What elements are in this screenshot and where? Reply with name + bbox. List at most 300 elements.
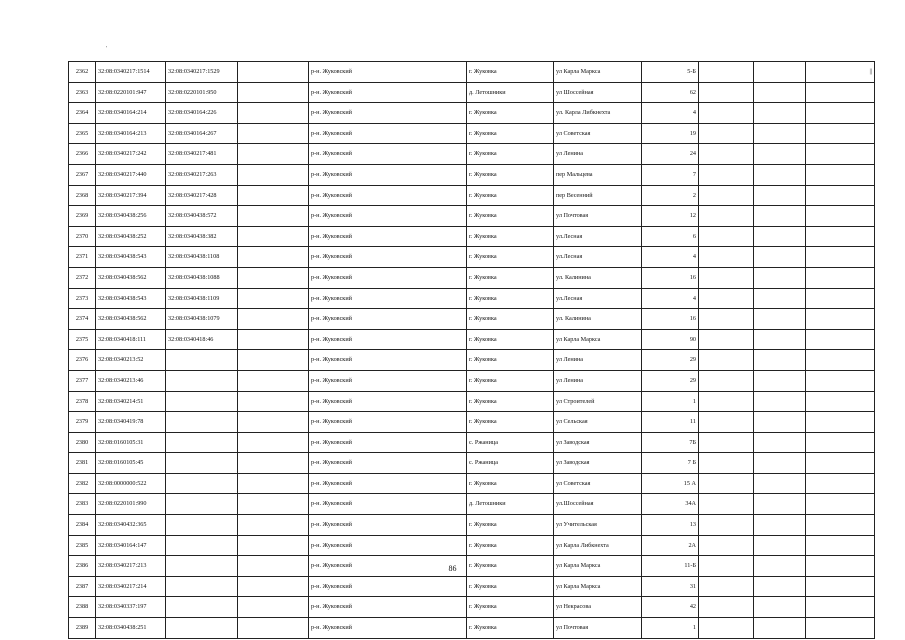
note-cell — [806, 535, 875, 556]
settlement-cell: г. Жуковка — [467, 288, 554, 309]
settlement-cell: г. Жуковка — [467, 206, 554, 227]
linked-cadastral-number-cell — [166, 494, 238, 515]
note-cell — [806, 597, 875, 618]
district-cell: р-н. Жуковский — [309, 535, 467, 556]
linked-cadastral-number-cell — [166, 597, 238, 618]
table-row — [69, 288, 875, 309]
row-number-cell: 2378 — [69, 391, 96, 412]
district-cell: р-н. Жуковский — [309, 432, 467, 453]
cadastral-number-cell: 32:08:0340438:562 — [96, 267, 166, 288]
cadastral-number-cell: 32:08:0340217:214 — [96, 576, 166, 597]
empty-cell — [238, 185, 309, 206]
empty-cell — [699, 494, 754, 515]
settlement-cell: г. Жуковка — [467, 309, 554, 330]
empty-cell — [238, 515, 309, 536]
settlement-cell: с. Ржаница — [467, 432, 554, 453]
table-row — [69, 144, 875, 165]
district-cell: р-н. Жуковский — [309, 370, 467, 391]
street-cell: ул Шоссейная — [554, 82, 642, 103]
settlement-cell: д. Летошники — [467, 82, 554, 103]
settlement-cell: г. Жуковка — [467, 62, 554, 83]
district-cell: р-н. Жуковский — [309, 123, 467, 144]
linked-cadastral-number-cell — [166, 515, 238, 536]
empty-cell — [238, 432, 309, 453]
linked-cadastral-number-cell — [166, 370, 238, 391]
street-cell: пер Весенний — [554, 185, 642, 206]
note-cell — [806, 515, 875, 536]
note-cell — [806, 576, 875, 597]
linked-cadastral-number-cell — [166, 473, 238, 494]
district-cell: р-н. Жуковский — [309, 618, 467, 639]
house-number-cell: 2 — [642, 185, 699, 206]
house-number-cell: 11 — [642, 412, 699, 433]
table-row — [69, 123, 875, 144]
table-row — [69, 247, 875, 268]
house-number-cell: 24 — [642, 144, 699, 165]
table-row — [69, 453, 875, 474]
linked-cadastral-number-cell: 32:08:0340438:1109 — [166, 288, 238, 309]
empty-cell — [699, 123, 754, 144]
table-row — [69, 432, 875, 453]
street-cell: ул Карла Маркса — [554, 62, 642, 83]
table-row — [69, 370, 875, 391]
cadastral-number-cell: 32:08:0160105:31 — [96, 432, 166, 453]
row-number-cell: 2389 — [69, 618, 96, 639]
cadastral-number-cell: 32:08:0220101:947 — [96, 82, 166, 103]
settlement-cell: г. Жуковка — [467, 103, 554, 124]
note-cell — [806, 247, 875, 268]
house-number-cell: 7 — [642, 164, 699, 185]
linked-cadastral-number-cell — [166, 618, 238, 639]
settlement-cell: г. Жуковка — [467, 535, 554, 556]
note-cell — [806, 329, 875, 350]
row-number-cell: 2364 — [69, 103, 96, 124]
empty-cell — [699, 618, 754, 639]
cadastral-number-cell: 32:08:0340438:256 — [96, 206, 166, 227]
empty-cell — [238, 309, 309, 330]
row-number-cell: 2386 — [69, 556, 96, 577]
row-number-cell: 2375 — [69, 329, 96, 350]
empty-cell — [238, 370, 309, 391]
empty-cell — [238, 206, 309, 227]
linked-cadastral-number-cell — [166, 535, 238, 556]
row-number-cell: 2376 — [69, 350, 96, 371]
street-cell: ул.Лесная — [554, 288, 642, 309]
street-cell: ул Строителей — [554, 391, 642, 412]
table-row — [69, 391, 875, 412]
cadastral-number-cell: 32:08:0340217:213 — [96, 556, 166, 577]
settlement-cell: г. Жуковка — [467, 144, 554, 165]
note-cell — [806, 391, 875, 412]
row-number-cell: 2363 — [69, 82, 96, 103]
row-number-cell: 2372 — [69, 267, 96, 288]
empty-cell — [699, 62, 754, 83]
settlement-cell: г. Жуковка — [467, 412, 554, 433]
empty-cell — [699, 515, 754, 536]
empty-cell — [238, 62, 309, 83]
cadastral-number-cell: 32:08:0340432:365 — [96, 515, 166, 536]
note-cell — [806, 82, 875, 103]
street-cell: ул Сельская — [554, 412, 642, 433]
empty-cell — [699, 473, 754, 494]
linked-cadastral-number-cell: 32:08:0340217:428 — [166, 185, 238, 206]
empty-cell — [238, 412, 309, 433]
house-number-cell: 34А — [642, 494, 699, 515]
district-cell: р-н. Жуковский — [309, 144, 467, 165]
house-number-cell: 13 — [642, 515, 699, 536]
row-number-cell: 2370 — [69, 226, 96, 247]
street-cell: ул Почтовая — [554, 618, 642, 639]
row-number-cell: 2362 — [69, 62, 96, 83]
linked-cadastral-number-cell: 32:08:0340438:1079 — [166, 309, 238, 330]
table-body — [69, 62, 875, 639]
house-number-cell: 90 — [642, 329, 699, 350]
empty-cell — [699, 432, 754, 453]
street-cell: ул. Калинина — [554, 267, 642, 288]
cadastral-number-cell: 32:08:0340213:52 — [96, 350, 166, 371]
note-cell — [806, 432, 875, 453]
empty-cell — [754, 185, 806, 206]
table-row — [69, 576, 875, 597]
row-number-cell: 2382 — [69, 473, 96, 494]
empty-cell — [238, 618, 309, 639]
empty-cell — [238, 82, 309, 103]
table-row — [69, 226, 875, 247]
row-number-cell: 2371 — [69, 247, 96, 268]
row-number-cell: 2388 — [69, 597, 96, 618]
district-cell: р-н. Жуковский — [309, 288, 467, 309]
row-number-cell: 2380 — [69, 432, 96, 453]
district-cell: р-н. Жуковский — [309, 412, 467, 433]
table-row — [69, 62, 875, 83]
settlement-cell: д. Летошники — [467, 494, 554, 515]
street-cell: ул. Калинина — [554, 309, 642, 330]
street-cell: ул Заводская — [554, 453, 642, 474]
empty-cell — [754, 226, 806, 247]
street-cell: ул.Шоссейная — [554, 494, 642, 515]
empty-cell — [754, 267, 806, 288]
settlement-cell: г. Жуковка — [467, 515, 554, 536]
district-cell: р-н. Жуковский — [309, 515, 467, 536]
settlement-cell: г. Жуковка — [467, 473, 554, 494]
district-cell: р-н. Жуковский — [309, 226, 467, 247]
house-number-cell: 62 — [642, 82, 699, 103]
table-row — [69, 535, 875, 556]
street-cell: ул Ленина — [554, 350, 642, 371]
row-number-cell: 2373 — [69, 288, 96, 309]
district-cell: р-н. Жуковский — [309, 556, 467, 577]
district-cell: р-н. Жуковский — [309, 597, 467, 618]
note-cell — [806, 453, 875, 474]
street-cell: ул Карла Маркса — [554, 556, 642, 577]
note-cell — [806, 618, 875, 639]
row-number-cell: 2385 — [69, 535, 96, 556]
street-cell: ул.Лесная — [554, 247, 642, 268]
empty-cell — [699, 412, 754, 433]
empty-cell — [238, 597, 309, 618]
cadastral-number-cell: 32:08:0340213:46 — [96, 370, 166, 391]
empty-cell — [754, 370, 806, 391]
cadastral-number-cell: 32:08:0340337:197 — [96, 597, 166, 618]
row-number-cell: 2368 — [69, 185, 96, 206]
linked-cadastral-number-cell: 32:08:0340438:1108 — [166, 247, 238, 268]
empty-cell — [238, 164, 309, 185]
table-row — [69, 618, 875, 639]
empty-cell — [238, 329, 309, 350]
linked-cadastral-number-cell: 32:08:0220101:950 — [166, 82, 238, 103]
table-row — [69, 206, 875, 227]
row-number-cell: 2369 — [69, 206, 96, 227]
empty-cell — [754, 82, 806, 103]
settlement-cell: с. Ржаница — [467, 453, 554, 474]
empty-cell — [238, 576, 309, 597]
note-cell — [806, 103, 875, 124]
district-cell: р-н. Жуковский — [309, 267, 467, 288]
empty-cell — [699, 576, 754, 597]
empty-cell — [699, 247, 754, 268]
settlement-cell: г. Жуковка — [467, 576, 554, 597]
district-cell: р-н. Жуковский — [309, 494, 467, 515]
street-cell: ул Учительская — [554, 515, 642, 536]
note-cell — [806, 288, 875, 309]
house-number-cell: 16 — [642, 309, 699, 330]
house-number-cell: 15 А — [642, 473, 699, 494]
empty-cell — [754, 206, 806, 227]
district-cell: р-н. Жуковский — [309, 103, 467, 124]
settlement-cell: г. Жуковка — [467, 226, 554, 247]
settlement-cell: г. Жуковка — [467, 267, 554, 288]
table-row — [69, 350, 875, 371]
empty-cell — [238, 103, 309, 124]
table-row — [69, 494, 875, 515]
street-cell: ул Советская — [554, 123, 642, 144]
street-cell: ул Ленина — [554, 144, 642, 165]
empty-cell — [699, 453, 754, 474]
house-number-cell: 4 — [642, 288, 699, 309]
house-number-cell: 29 — [642, 350, 699, 371]
house-number-cell: 31 — [642, 576, 699, 597]
house-number-cell: 16 — [642, 267, 699, 288]
note-cell — [806, 473, 875, 494]
empty-cell — [754, 494, 806, 515]
settlement-cell: г. Жуковка — [467, 185, 554, 206]
linked-cadastral-number-cell — [166, 576, 238, 597]
settlement-cell: г. Жуковка — [467, 597, 554, 618]
empty-cell — [699, 103, 754, 124]
street-cell: ул Некрасова — [554, 597, 642, 618]
linked-cadastral-number-cell: 32:08:0340438:572 — [166, 206, 238, 227]
house-number-cell: 6 — [642, 226, 699, 247]
note-cell — [806, 185, 875, 206]
empty-cell — [238, 267, 309, 288]
settlement-cell: г. Жуковка — [467, 556, 554, 577]
district-cell: р-н. Жуковский — [309, 329, 467, 350]
settlement-cell: г. Жуковка — [467, 618, 554, 639]
note-cell — [806, 267, 875, 288]
linked-cadastral-number-cell: 32:08:0340418:46 — [166, 329, 238, 350]
house-number-cell: 19 — [642, 123, 699, 144]
empty-cell — [699, 144, 754, 165]
row-number-cell: 2366 — [69, 144, 96, 165]
linked-cadastral-number-cell: 32:08:0340438:382 — [166, 226, 238, 247]
cadastral-number-cell: 32:08:0340214:51 — [96, 391, 166, 412]
district-cell: р-н. Жуковский — [309, 453, 467, 474]
linked-cadastral-number-cell: 32:08:0340217:263 — [166, 164, 238, 185]
house-number-cell: 1 — [642, 618, 699, 639]
empty-cell — [238, 473, 309, 494]
empty-cell — [754, 309, 806, 330]
registry-table — [68, 61, 875, 639]
empty-cell — [699, 288, 754, 309]
empty-cell — [699, 267, 754, 288]
linked-cadastral-number-cell: 32:08:0340164:226 — [166, 103, 238, 124]
settlement-cell: г. Жуковка — [467, 329, 554, 350]
empty-cell — [754, 350, 806, 371]
cadastral-number-cell: 32:08:0340418:111 — [96, 329, 166, 350]
empty-cell — [754, 597, 806, 618]
note-cell — [806, 494, 875, 515]
row-number-cell: 2381 — [69, 453, 96, 474]
empty-cell — [754, 288, 806, 309]
table-row — [69, 329, 875, 350]
linked-cadastral-number-cell — [166, 412, 238, 433]
empty-cell — [238, 535, 309, 556]
note-cell: || — [806, 62, 875, 83]
street-cell: ул.Лесная — [554, 226, 642, 247]
note-cell — [806, 412, 875, 433]
street-cell: ул Карла Маркса — [554, 576, 642, 597]
house-number-cell: 5-Б — [642, 62, 699, 83]
empty-cell — [754, 247, 806, 268]
street-cell: ул Карла Маркса — [554, 329, 642, 350]
empty-cell — [754, 391, 806, 412]
settlement-cell: г. Жуковка — [467, 123, 554, 144]
empty-cell — [699, 164, 754, 185]
street-cell: ул Советская — [554, 473, 642, 494]
district-cell: р-н. Жуковский — [309, 391, 467, 412]
settlement-cell: г. Жуковка — [467, 370, 554, 391]
note-cell — [806, 309, 875, 330]
note-cell — [806, 350, 875, 371]
cadastral-number-cell: 32:08:0340438:543 — [96, 288, 166, 309]
house-number-cell: 42 — [642, 597, 699, 618]
empty-cell — [754, 432, 806, 453]
cadastral-number-cell: 32:08:0340438:251 — [96, 618, 166, 639]
street-cell: ул. Карла Либкнехта — [554, 103, 642, 124]
empty-cell — [754, 515, 806, 536]
row-number-cell: 2384 — [69, 515, 96, 536]
settlement-cell: г. Жуковка — [467, 391, 554, 412]
cadastral-number-cell: 32:08:0220101:990 — [96, 494, 166, 515]
note-cell — [806, 370, 875, 391]
cadastral-number-cell: 32:08:0340438:252 — [96, 226, 166, 247]
cadastral-number-cell: 32:08:0340164:213 — [96, 123, 166, 144]
district-cell: р-н. Жуковский — [309, 473, 467, 494]
empty-cell — [699, 206, 754, 227]
note-cell — [806, 206, 875, 227]
table-row — [69, 473, 875, 494]
cadastral-number-cell: 32:08:0340164:214 — [96, 103, 166, 124]
linked-cadastral-number-cell — [166, 432, 238, 453]
empty-cell — [238, 288, 309, 309]
district-cell: р-н. Жуковский — [309, 350, 467, 371]
house-number-cell: 29 — [642, 370, 699, 391]
empty-cell — [754, 62, 806, 83]
empty-cell — [699, 391, 754, 412]
district-cell: р-н. Жуковский — [309, 206, 467, 227]
linked-cadastral-number-cell: 32:08:0340217:1529 — [166, 62, 238, 83]
empty-cell — [238, 123, 309, 144]
cadastral-number-cell: 32:08:0340438:543 — [96, 247, 166, 268]
house-number-cell: 4 — [642, 103, 699, 124]
cadastral-number-cell: 32:08:0340217:1514 — [96, 62, 166, 83]
cadastral-number-cell: 32:08:0340164:147 — [96, 535, 166, 556]
empty-cell — [754, 535, 806, 556]
empty-cell — [238, 391, 309, 412]
house-number-cell: 4 — [642, 247, 699, 268]
empty-cell — [699, 535, 754, 556]
linked-cadastral-number-cell: 32:08:0340164:267 — [166, 123, 238, 144]
row-number-cell: 2379 — [69, 412, 96, 433]
empty-cell — [754, 103, 806, 124]
empty-cell — [699, 370, 754, 391]
street-cell: ул Карла Либкнехта — [554, 535, 642, 556]
empty-cell — [699, 329, 754, 350]
street-cell: ул Заводская — [554, 432, 642, 453]
cadastral-number-cell: 32:08:0000000:522 — [96, 473, 166, 494]
district-cell: р-н. Жуковский — [309, 576, 467, 597]
street-cell: ул Ленина — [554, 370, 642, 391]
settlement-cell: г. Жуковка — [467, 247, 554, 268]
empty-cell — [754, 576, 806, 597]
linked-cadastral-number-cell — [166, 453, 238, 474]
district-cell: р-н. Жуковский — [309, 247, 467, 268]
house-number-cell: 11-Б — [642, 556, 699, 577]
empty-cell — [238, 494, 309, 515]
empty-cell — [699, 82, 754, 103]
empty-cell — [699, 309, 754, 330]
table-row — [69, 597, 875, 618]
district-cell: р-н. Жуковский — [309, 309, 467, 330]
linked-cadastral-number-cell: 32:08:0340438:1088 — [166, 267, 238, 288]
table-row — [69, 103, 875, 124]
empty-cell — [238, 144, 309, 165]
row-number-cell: 2365 — [69, 123, 96, 144]
linked-cadastral-number-cell — [166, 350, 238, 371]
cadastral-number-cell: 32:08:0340217:440 — [96, 164, 166, 185]
empty-cell — [754, 412, 806, 433]
empty-cell — [754, 473, 806, 494]
district-cell: р-н. Жуковский — [309, 164, 467, 185]
corner-mark: ' — [106, 46, 108, 52]
empty-cell — [238, 453, 309, 474]
table-row — [69, 267, 875, 288]
settlement-cell: г. Жуковка — [467, 350, 554, 371]
house-number-cell: 2А — [642, 535, 699, 556]
row-number-cell: 2367 — [69, 164, 96, 185]
street-cell: пер Мальцева — [554, 164, 642, 185]
district-cell: р-н. Жуковский — [309, 62, 467, 83]
empty-cell — [238, 226, 309, 247]
cadastral-number-cell: 32:08:0160105:45 — [96, 453, 166, 474]
empty-cell — [699, 597, 754, 618]
house-number-cell: 12 — [642, 206, 699, 227]
house-number-cell: 7Б — [642, 432, 699, 453]
linked-cadastral-number-cell: 32:08:0340217:481 — [166, 144, 238, 165]
linked-cadastral-number-cell — [166, 391, 238, 412]
empty-cell — [238, 350, 309, 371]
cadastral-number-cell: 32:08:0340217:394 — [96, 185, 166, 206]
